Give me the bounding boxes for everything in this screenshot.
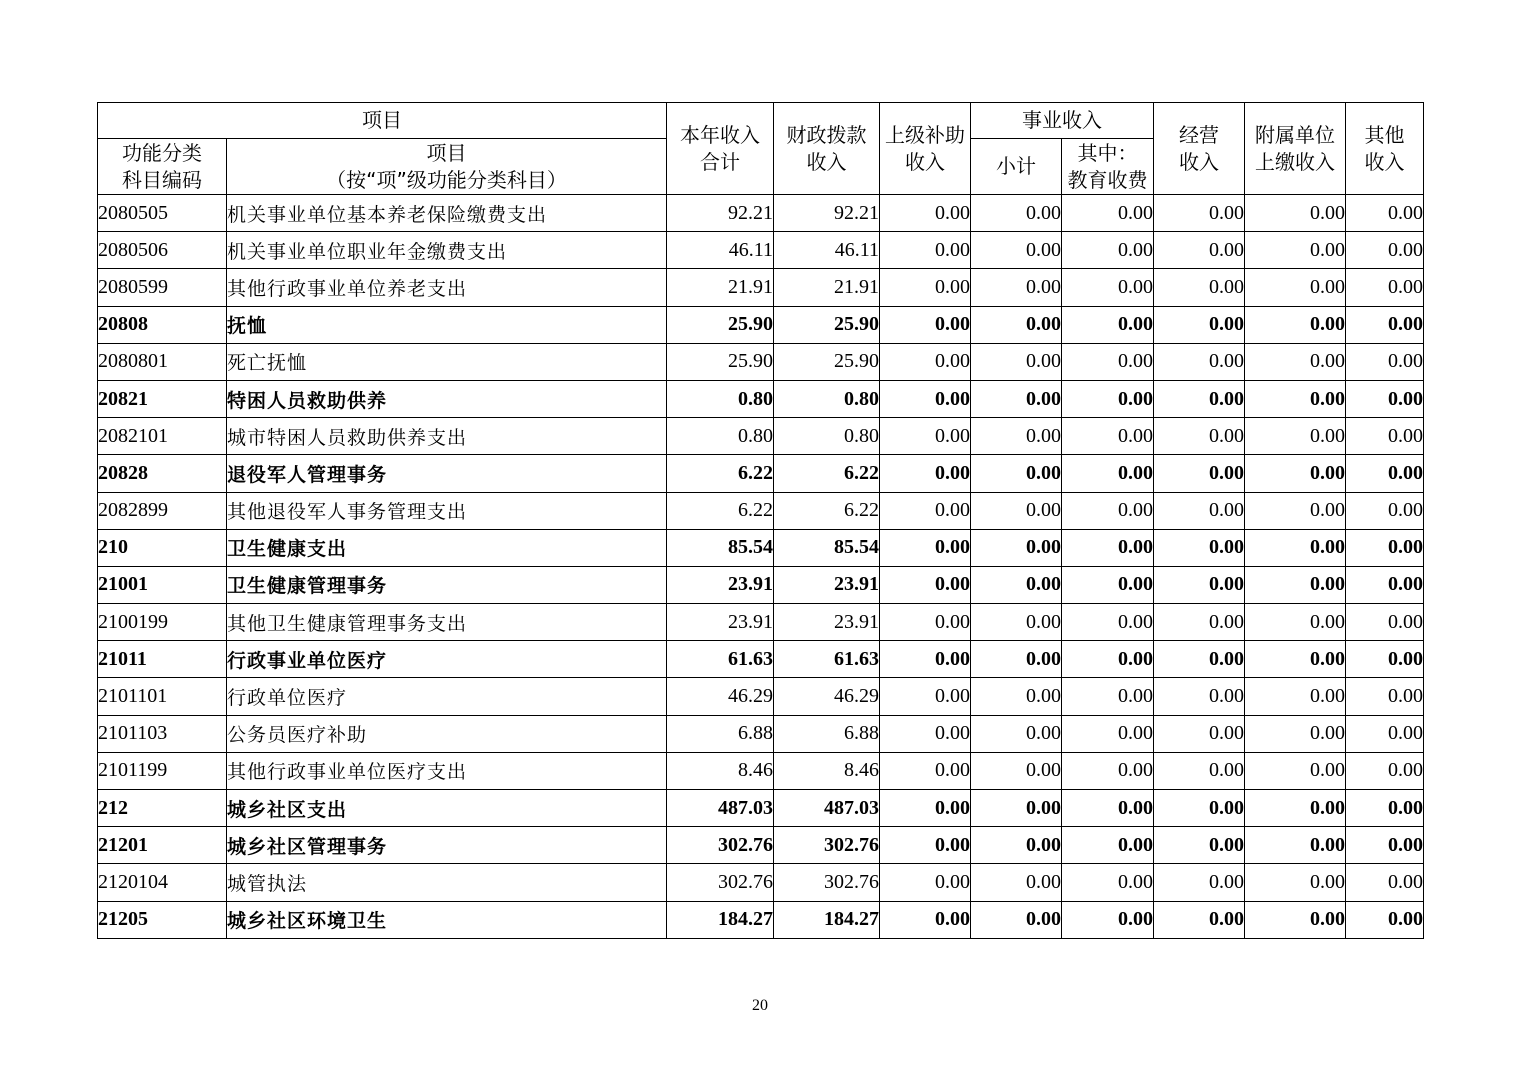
cell-subtotal: 0.00 xyxy=(971,901,1062,938)
table-row xyxy=(98,529,1424,566)
cell-affiliated: 0.00 xyxy=(1245,827,1346,864)
header-project: 项目 xyxy=(98,103,667,139)
cell-total: 0.80 xyxy=(667,418,774,455)
header-fiscal-line2: 收入 xyxy=(806,149,847,174)
table-row xyxy=(98,864,1424,901)
cell-edu: 0.00 xyxy=(1062,380,1154,417)
cell-operating: 0.00 xyxy=(1154,418,1245,455)
cell-subtotal: 0.00 xyxy=(971,455,1062,492)
cell-operating: 0.00 xyxy=(1154,715,1245,752)
cell-superior: 0.00 xyxy=(880,566,971,603)
cell-edu: 0.00 xyxy=(1062,790,1154,827)
cell-affiliated: 0.00 xyxy=(1245,678,1346,715)
cell-total: 92.21 xyxy=(667,195,774,232)
cell-affiliated: 0.00 xyxy=(1245,418,1346,455)
table-row xyxy=(98,827,1424,864)
budget-table xyxy=(97,102,1424,939)
table-row xyxy=(98,492,1424,529)
cell-other: 0.00 xyxy=(1346,529,1424,566)
cell-name: 城乡社区管理事务 xyxy=(227,827,667,864)
cell-code: 210 xyxy=(98,529,227,566)
cell-edu: 0.00 xyxy=(1062,901,1154,938)
cell-code: 20828 xyxy=(98,455,227,492)
cell-operating: 0.00 xyxy=(1154,566,1245,603)
table-row xyxy=(98,566,1424,603)
cell-code: 21011 xyxy=(98,641,227,678)
cell-code: 2082101 xyxy=(98,418,227,455)
table-row xyxy=(98,604,1424,641)
header-fiscal-line1: 财政拨款 xyxy=(786,122,867,147)
cell-name: 城乡社区环境卫生 xyxy=(227,901,667,938)
cell-edu: 0.00 xyxy=(1062,641,1154,678)
cell-total: 6.88 xyxy=(667,715,774,752)
cell-subtotal: 0.00 xyxy=(971,752,1062,789)
header-total xyxy=(667,103,774,195)
cell-superior: 0.00 xyxy=(880,195,971,232)
cell-other: 0.00 xyxy=(1346,566,1424,603)
cell-affiliated: 0.00 xyxy=(1245,566,1346,603)
cell-operating: 0.00 xyxy=(1154,529,1245,566)
header-name-line2: （按“项”级功能分类科目） xyxy=(326,167,567,192)
cell-affiliated: 0.00 xyxy=(1245,343,1346,380)
cell-operating: 0.00 xyxy=(1154,455,1245,492)
header-other-line1: 其他 xyxy=(1364,122,1405,147)
cell-name: 城市特困人员救助供养支出 xyxy=(227,418,667,455)
cell-fiscal: 23.91 xyxy=(774,604,880,641)
cell-fiscal: 21.91 xyxy=(774,269,880,306)
cell-operating: 0.00 xyxy=(1154,492,1245,529)
cell-code: 2101199 xyxy=(98,752,227,789)
cell-affiliated: 0.00 xyxy=(1245,380,1346,417)
cell-code: 21201 xyxy=(98,827,227,864)
cell-subtotal: 0.00 xyxy=(971,306,1062,343)
cell-superior: 0.00 xyxy=(880,641,971,678)
cell-edu: 0.00 xyxy=(1062,752,1154,789)
cell-superior: 0.00 xyxy=(880,529,971,566)
cell-superior: 0.00 xyxy=(880,678,971,715)
cell-subtotal: 0.00 xyxy=(971,380,1062,417)
table-row xyxy=(98,232,1424,269)
cell-operating: 0.00 xyxy=(1154,790,1245,827)
cell-name: 退役军人管理事务 xyxy=(227,455,667,492)
cell-operating: 0.00 xyxy=(1154,380,1245,417)
cell-affiliated: 0.00 xyxy=(1245,492,1346,529)
cell-total: 61.63 xyxy=(667,641,774,678)
cell-code: 212 xyxy=(98,790,227,827)
table-row xyxy=(98,380,1424,417)
header-career: 事业收入 xyxy=(971,103,1154,139)
cell-total: 0.80 xyxy=(667,380,774,417)
cell-total: 6.22 xyxy=(667,492,774,529)
table-row xyxy=(98,715,1424,752)
cell-affiliated: 0.00 xyxy=(1245,455,1346,492)
cell-code: 21205 xyxy=(98,901,227,938)
cell-code: 2101101 xyxy=(98,678,227,715)
cell-other: 0.00 xyxy=(1346,232,1424,269)
cell-other: 0.00 xyxy=(1346,306,1424,343)
cell-total: 302.76 xyxy=(667,827,774,864)
cell-edu: 0.00 xyxy=(1062,418,1154,455)
cell-edu: 0.00 xyxy=(1062,678,1154,715)
cell-fiscal: 487.03 xyxy=(774,790,880,827)
cell-edu: 0.00 xyxy=(1062,195,1154,232)
cell-total: 25.90 xyxy=(667,343,774,380)
header-other-line2: 收入 xyxy=(1364,149,1405,174)
cell-subtotal: 0.00 xyxy=(971,604,1062,641)
cell-fiscal: 0.80 xyxy=(774,380,880,417)
header-operating-line2: 收入 xyxy=(1179,149,1219,174)
cell-other: 0.00 xyxy=(1346,418,1424,455)
header-affiliated-line1: 附属单位 xyxy=(1255,122,1335,147)
cell-fiscal: 6.22 xyxy=(774,455,880,492)
cell-other: 0.00 xyxy=(1346,343,1424,380)
cell-superior: 0.00 xyxy=(880,604,971,641)
cell-operating: 0.00 xyxy=(1154,901,1245,938)
table-row xyxy=(98,455,1424,492)
cell-edu: 0.00 xyxy=(1062,529,1154,566)
table-row xyxy=(98,790,1424,827)
cell-subtotal: 0.00 xyxy=(971,232,1062,269)
cell-affiliated: 0.00 xyxy=(1245,232,1346,269)
header-code xyxy=(98,139,227,195)
cell-total: 302.76 xyxy=(667,864,774,901)
cell-superior: 0.00 xyxy=(880,343,971,380)
cell-edu: 0.00 xyxy=(1062,715,1154,752)
cell-superior: 0.00 xyxy=(880,715,971,752)
cell-affiliated: 0.00 xyxy=(1245,306,1346,343)
cell-fiscal: 8.46 xyxy=(774,752,880,789)
cell-affiliated: 0.00 xyxy=(1245,604,1346,641)
header-edu-line1: 其中： xyxy=(1077,140,1138,165)
cell-operating: 0.00 xyxy=(1154,232,1245,269)
cell-name: 卫生健康支出 xyxy=(227,529,667,566)
cell-affiliated: 0.00 xyxy=(1245,715,1346,752)
cell-other: 0.00 xyxy=(1346,901,1424,938)
cell-total: 487.03 xyxy=(667,790,774,827)
cell-name: 行政单位医疗 xyxy=(227,678,667,715)
cell-other: 0.00 xyxy=(1346,678,1424,715)
cell-operating: 0.00 xyxy=(1154,864,1245,901)
cell-total: 8.46 xyxy=(667,752,774,789)
cell-total: 6.22 xyxy=(667,455,774,492)
table-row xyxy=(98,418,1424,455)
cell-total: 46.29 xyxy=(667,678,774,715)
cell-total: 23.91 xyxy=(667,604,774,641)
header-name xyxy=(227,139,667,195)
cell-superior: 0.00 xyxy=(880,752,971,789)
header-subtotal: 小计 xyxy=(971,139,1062,195)
table-body xyxy=(98,195,1424,939)
cell-subtotal: 0.00 xyxy=(971,864,1062,901)
cell-fiscal: 46.29 xyxy=(774,678,880,715)
cell-code: 21001 xyxy=(98,566,227,603)
cell-other: 0.00 xyxy=(1346,715,1424,752)
table-row xyxy=(98,195,1424,232)
cell-subtotal: 0.00 xyxy=(971,418,1062,455)
header-total-line1: 本年收入 xyxy=(680,122,760,147)
cell-superior: 0.00 xyxy=(880,864,971,901)
cell-fiscal: 302.76 xyxy=(774,827,880,864)
cell-fiscal: 92.21 xyxy=(774,195,880,232)
table-row xyxy=(98,678,1424,715)
header-affiliated-line2: 上缴收入 xyxy=(1255,149,1335,174)
cell-subtotal: 0.00 xyxy=(971,343,1062,380)
cell-code: 2082899 xyxy=(98,492,227,529)
cell-name: 其他退役军人事务管理支出 xyxy=(227,492,667,529)
cell-operating: 0.00 xyxy=(1154,343,1245,380)
cell-operating: 0.00 xyxy=(1154,827,1245,864)
cell-subtotal: 0.00 xyxy=(971,715,1062,752)
cell-operating: 0.00 xyxy=(1154,195,1245,232)
cell-other: 0.00 xyxy=(1346,604,1424,641)
cell-edu: 0.00 xyxy=(1062,343,1154,380)
cell-total: 85.54 xyxy=(667,529,774,566)
cell-operating: 0.00 xyxy=(1154,269,1245,306)
cell-operating: 0.00 xyxy=(1154,641,1245,678)
cell-edu: 0.00 xyxy=(1062,864,1154,901)
cell-other: 0.00 xyxy=(1346,455,1424,492)
cell-fiscal: 184.27 xyxy=(774,901,880,938)
cell-name: 死亡抚恤 xyxy=(227,343,667,380)
cell-superior: 0.00 xyxy=(880,455,971,492)
cell-subtotal: 0.00 xyxy=(971,790,1062,827)
header-affiliated xyxy=(1245,103,1346,195)
cell-superior: 0.00 xyxy=(880,790,971,827)
cell-name: 机关事业单位基本养老保险缴费支出 xyxy=(227,195,667,232)
cell-subtotal: 0.00 xyxy=(971,195,1062,232)
table-row xyxy=(98,641,1424,678)
cell-superior: 0.00 xyxy=(880,827,971,864)
cell-fiscal: 25.90 xyxy=(774,306,880,343)
cell-affiliated: 0.00 xyxy=(1245,529,1346,566)
cell-name: 机关事业单位职业年金缴费支出 xyxy=(227,232,667,269)
cell-name: 卫生健康管理事务 xyxy=(227,566,667,603)
table-row xyxy=(98,901,1424,938)
cell-superior: 0.00 xyxy=(880,418,971,455)
cell-superior: 0.00 xyxy=(880,269,971,306)
cell-total: 184.27 xyxy=(667,901,774,938)
cell-affiliated: 0.00 xyxy=(1245,269,1346,306)
cell-fiscal: 0.80 xyxy=(774,418,880,455)
cell-name: 城管执法 xyxy=(227,864,667,901)
cell-name: 行政事业单位医疗 xyxy=(227,641,667,678)
cell-edu: 0.00 xyxy=(1062,455,1154,492)
table-header xyxy=(98,103,1424,195)
cell-subtotal: 0.00 xyxy=(971,678,1062,715)
cell-code: 2080599 xyxy=(98,269,227,306)
cell-subtotal: 0.00 xyxy=(971,827,1062,864)
cell-name: 城乡社区支出 xyxy=(227,790,667,827)
cell-other: 0.00 xyxy=(1346,380,1424,417)
cell-fiscal: 6.88 xyxy=(774,715,880,752)
cell-fiscal: 6.22 xyxy=(774,492,880,529)
cell-affiliated: 0.00 xyxy=(1245,195,1346,232)
cell-name: 其他行政事业单位养老支出 xyxy=(227,269,667,306)
header-total-line2: 合计 xyxy=(700,149,740,174)
table-row xyxy=(98,306,1424,343)
cell-code: 20821 xyxy=(98,380,227,417)
cell-fiscal: 25.90 xyxy=(774,343,880,380)
cell-operating: 0.00 xyxy=(1154,678,1245,715)
cell-other: 0.00 xyxy=(1346,269,1424,306)
cell-superior: 0.00 xyxy=(880,901,971,938)
header-edu xyxy=(1062,139,1154,195)
cell-code: 2100199 xyxy=(98,604,227,641)
cell-affiliated: 0.00 xyxy=(1245,752,1346,789)
cell-code: 2080505 xyxy=(98,195,227,232)
cell-edu: 0.00 xyxy=(1062,306,1154,343)
cell-code: 2080801 xyxy=(98,343,227,380)
cell-fiscal: 61.63 xyxy=(774,641,880,678)
cell-subtotal: 0.00 xyxy=(971,641,1062,678)
cell-operating: 0.00 xyxy=(1154,752,1245,789)
header-name-line1: 项目 xyxy=(426,140,467,165)
header-operating xyxy=(1154,103,1245,195)
table-row xyxy=(98,269,1424,306)
cell-other: 0.00 xyxy=(1346,864,1424,901)
cell-code: 20808 xyxy=(98,306,227,343)
cell-code: 2120104 xyxy=(98,864,227,901)
cell-affiliated: 0.00 xyxy=(1245,641,1346,678)
cell-fiscal: 85.54 xyxy=(774,529,880,566)
header-other xyxy=(1346,103,1424,195)
cell-total: 25.90 xyxy=(667,306,774,343)
cell-fiscal: 302.76 xyxy=(774,864,880,901)
cell-affiliated: 0.00 xyxy=(1245,901,1346,938)
cell-other: 0.00 xyxy=(1346,752,1424,789)
cell-superior: 0.00 xyxy=(880,380,971,417)
cell-code: 2080506 xyxy=(98,232,227,269)
cell-other: 0.00 xyxy=(1346,641,1424,678)
page-number: 20 xyxy=(752,997,768,1014)
cell-other: 0.00 xyxy=(1346,827,1424,864)
cell-operating: 0.00 xyxy=(1154,604,1245,641)
cell-code: 2101103 xyxy=(98,715,227,752)
cell-subtotal: 0.00 xyxy=(971,566,1062,603)
cell-edu: 0.00 xyxy=(1062,604,1154,641)
cell-edu: 0.00 xyxy=(1062,566,1154,603)
cell-subtotal: 0.00 xyxy=(971,269,1062,306)
cell-superior: 0.00 xyxy=(880,232,971,269)
cell-operating: 0.00 xyxy=(1154,306,1245,343)
header-superior xyxy=(880,103,971,195)
cell-fiscal: 23.91 xyxy=(774,566,880,603)
cell-total: 23.91 xyxy=(667,566,774,603)
header-code-line1: 功能分类 xyxy=(122,140,202,165)
header-operating-line1: 经营 xyxy=(1179,122,1219,147)
cell-fiscal: 46.11 xyxy=(774,232,880,269)
cell-total: 46.11 xyxy=(667,232,774,269)
cell-name: 公务员医疗补助 xyxy=(227,715,667,752)
cell-other: 0.00 xyxy=(1346,492,1424,529)
cell-edu: 0.00 xyxy=(1062,827,1154,864)
header-edu-line2: 教育收费 xyxy=(1067,167,1148,192)
cell-superior: 0.00 xyxy=(880,492,971,529)
cell-subtotal: 0.00 xyxy=(971,529,1062,566)
cell-superior: 0.00 xyxy=(880,306,971,343)
table-row xyxy=(98,343,1424,380)
cell-name: 其他卫生健康管理事务支出 xyxy=(227,604,667,641)
cell-total: 21.91 xyxy=(667,269,774,306)
header-fiscal xyxy=(774,103,880,195)
cell-name: 抚恤 xyxy=(227,306,667,343)
cell-affiliated: 0.00 xyxy=(1245,790,1346,827)
table-row xyxy=(98,752,1424,789)
cell-other: 0.00 xyxy=(1346,790,1424,827)
cell-edu: 0.00 xyxy=(1062,232,1154,269)
cell-name: 特困人员救助供养 xyxy=(227,380,667,417)
header-superior-line2: 收入 xyxy=(905,149,945,174)
header-superior-line1: 上级补助 xyxy=(885,122,965,147)
cell-name: 其他行政事业单位医疗支出 xyxy=(227,752,667,789)
cell-other: 0.00 xyxy=(1346,195,1424,232)
cell-edu: 0.00 xyxy=(1062,492,1154,529)
cell-edu: 0.00 xyxy=(1062,269,1154,306)
cell-subtotal: 0.00 xyxy=(971,492,1062,529)
cell-affiliated: 0.00 xyxy=(1245,864,1346,901)
header-code-line2: 科目编码 xyxy=(122,167,202,192)
